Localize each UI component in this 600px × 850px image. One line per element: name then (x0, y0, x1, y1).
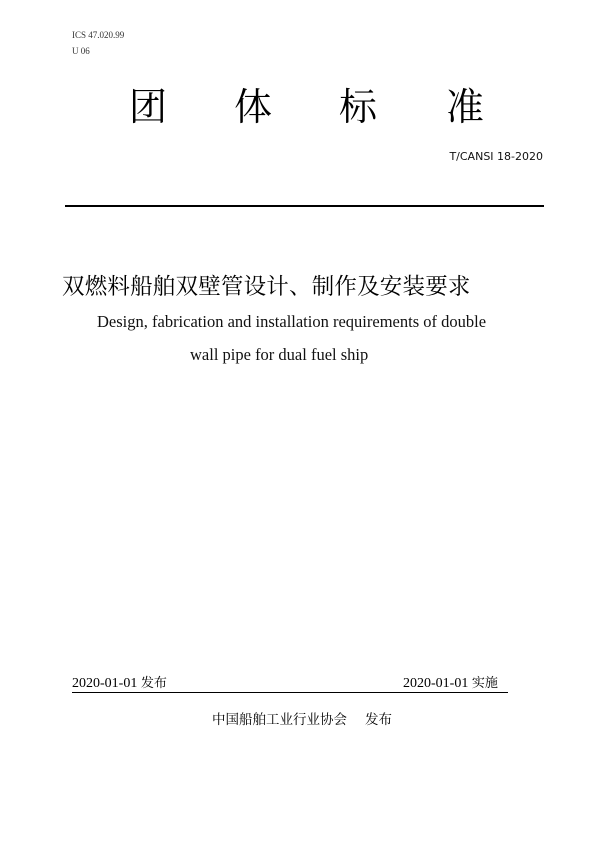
title-chinese: 双燃料船舶双壁管设计、制作及安装要求 (62, 274, 471, 300)
document-type-char-3: 标 (339, 85, 378, 129)
document-type-char-2: 体 (234, 85, 273, 129)
issue-date-value: 2020-01-01 (72, 676, 138, 691)
title-english-line-2: wall pipe for dual fuel ship (190, 345, 369, 364)
ics-code: ICS 47.020.99 (72, 30, 125, 40)
document-type-char-1: 团 (129, 85, 168, 129)
publisher-action: 发布 (365, 712, 392, 728)
implementation-date-label: 实施 (471, 676, 498, 691)
ccs-code: U 06 (72, 46, 90, 56)
title-english-line-1: Design, fabrication and installation requirements of double (97, 312, 487, 331)
document-type-heading (0, 84, 600, 130)
implementation-date-value: 2020-01-01 (403, 676, 469, 691)
publisher-name: 中国船舶工业行业协会 (212, 712, 347, 728)
issue-date (72, 675, 167, 693)
date-underline (72, 692, 508, 693)
standard-number: T/CANSI 18-2020 (449, 150, 543, 163)
publisher-line (212, 711, 392, 729)
document-type-char-4: 准 (446, 85, 485, 129)
issue-date-label: 发布 (140, 676, 167, 691)
header-divider (65, 205, 544, 207)
implementation-date (403, 675, 498, 693)
